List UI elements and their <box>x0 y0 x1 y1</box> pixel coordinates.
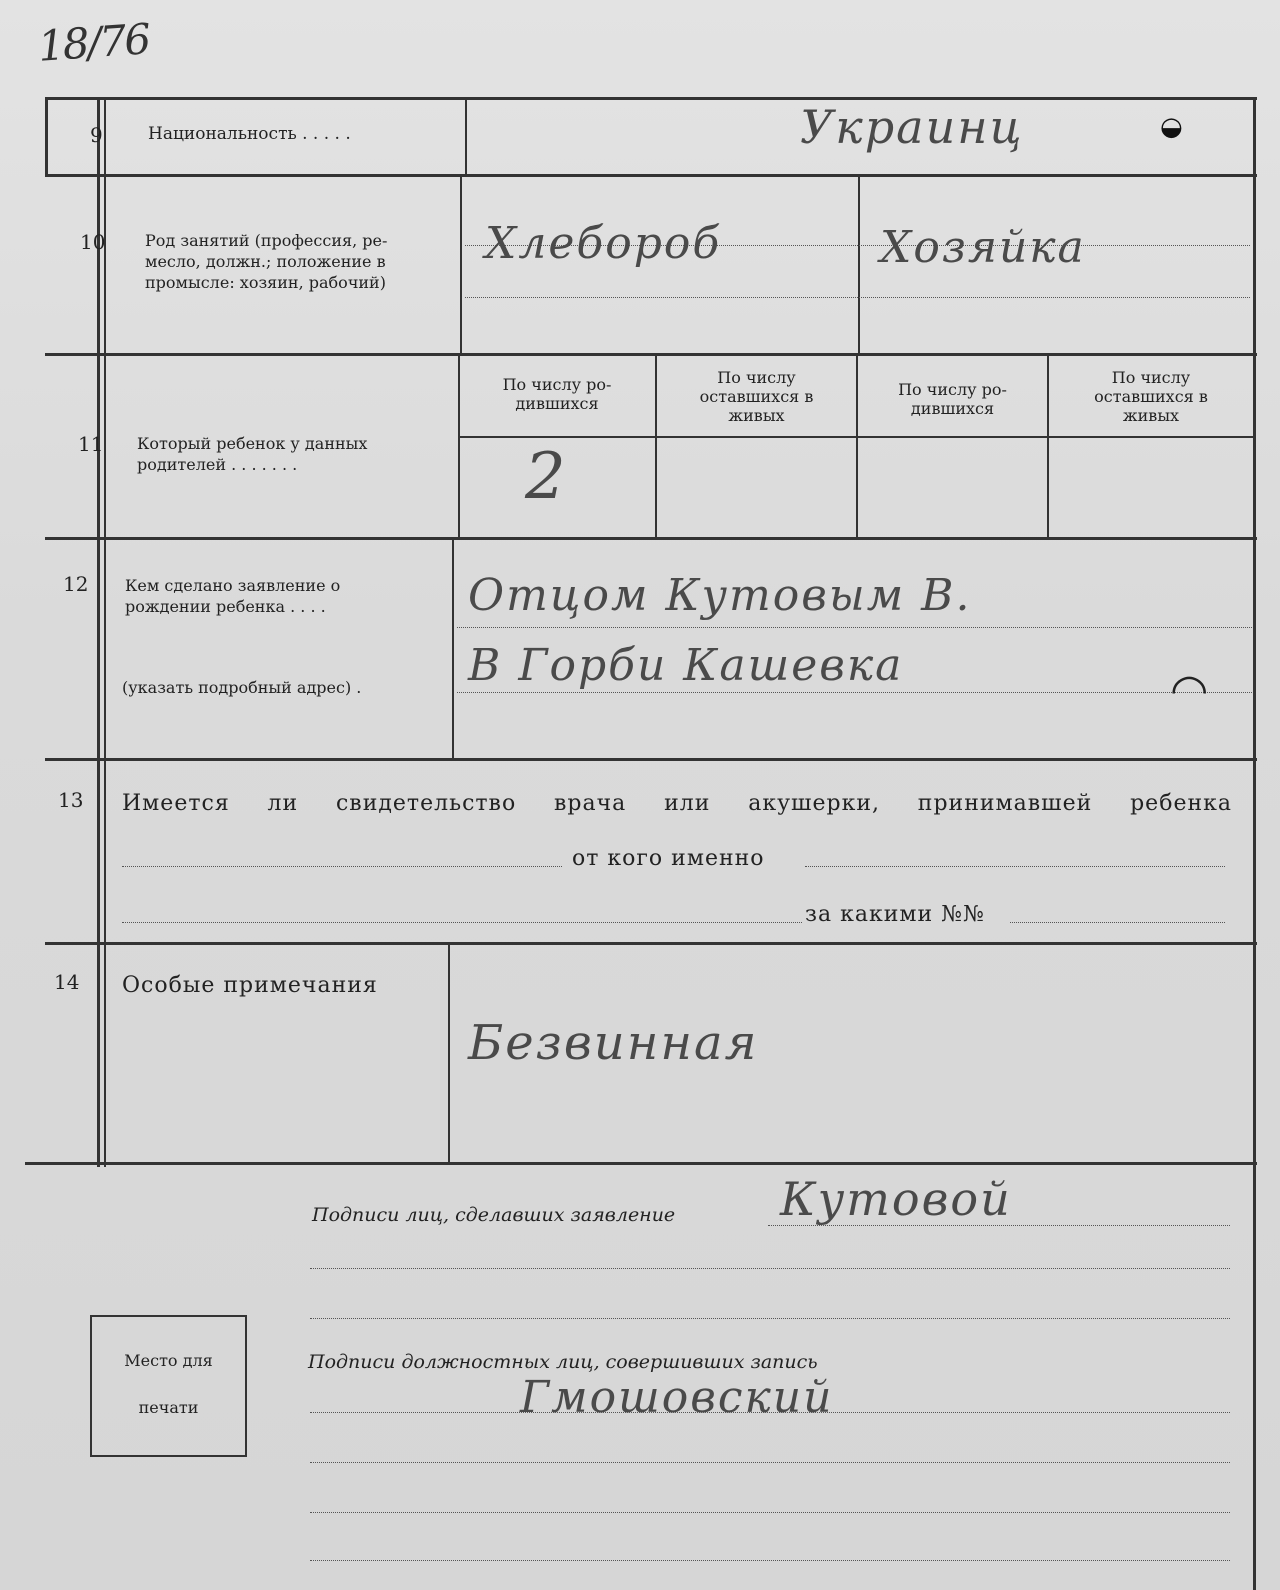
row-11-header-living-father: По числу оставшихся в живых <box>699 368 814 425</box>
applicants-signature-value: Кутовой <box>780 1172 1012 1226</box>
officials-dotline-4 <box>310 1560 1230 1561</box>
row-13-number: 13 <box>58 788 84 812</box>
row-13-dotline-1 <box>122 866 562 867</box>
row-12-number: 12 <box>63 572 89 596</box>
applicants-dotline-2 <box>310 1268 1230 1269</box>
table-left-border <box>45 97 48 177</box>
row-14-value: Безвинная <box>468 1015 759 1071</box>
row-11-subheader-line <box>460 436 1255 438</box>
row-11-header-born-mother: По числу ро- дившихся <box>898 380 1007 418</box>
officials-signature-value: Гмошовский <box>520 1372 834 1423</box>
row-11-bottom <box>45 537 1257 540</box>
officials-dotline-2 <box>310 1462 1230 1463</box>
row-9-label: Национальность . . . . . <box>148 124 351 144</box>
number-column-border <box>97 97 100 1167</box>
row-11-label: Который ребенок у данных родителей . . . . . . . <box>137 434 368 474</box>
row-11-number: 11 <box>78 432 104 456</box>
row-12-dotline-1 <box>457 627 1252 628</box>
hole-punch-mark: ◒ <box>1160 112 1183 142</box>
row-11-divider-3 <box>856 353 858 538</box>
archive-number: 18/76 <box>36 14 151 71</box>
row-10-number: 10 <box>80 230 106 254</box>
applicants-signature-label: Подписи лиц, сделавших заявление <box>312 1204 676 1226</box>
officials-dotline-1 <box>310 1412 1230 1413</box>
stamp-place-line2: печати <box>138 1398 199 1417</box>
row-11-divider-4 <box>1047 353 1049 538</box>
row-12-value-line2: В Горби Кашевка <box>468 640 904 691</box>
row-13-dotline-3 <box>122 922 802 923</box>
row-13-dotline-4 <box>1010 922 1225 923</box>
row-13-text: Имеется ли свидетельство врача или акушерки, принимавшей ребенка <box>122 791 1232 816</box>
applicants-dotline-1 <box>768 1225 1230 1226</box>
row-14-bottom <box>25 1162 1257 1165</box>
row-10-bottom <box>45 353 1257 356</box>
row-11-divider-2 <box>655 353 657 538</box>
row-10-value-father: Хлебороб <box>485 218 722 269</box>
stamp-place-box <box>90 1315 247 1457</box>
row-9-number: 9 <box>90 123 103 147</box>
row-12-label: Кем сделано заявление о рождении ребенка . . . . <box>125 576 341 616</box>
row-9-value: Украинц <box>800 100 1024 154</box>
officials-dotline-3 <box>310 1512 1230 1513</box>
row-13-numbers: за какими №№ <box>805 902 985 927</box>
hole-punch-mark: ◠ <box>1170 665 1209 716</box>
row-12-bottom <box>45 758 1257 761</box>
row-14-label: Особые примечания <box>122 973 378 998</box>
row-12-value-line1: Отцом Кутовым В. <box>468 570 972 621</box>
row-13-bottom <box>45 942 1257 945</box>
row-11-header-living-mother: По числу оставшихся в живых <box>1094 368 1208 425</box>
row-12-address-label: (указать подробный адрес) . <box>122 678 362 697</box>
row-9-divider <box>465 97 467 175</box>
row-13-dotline-2 <box>805 866 1225 867</box>
row-12-dotline-2 <box>457 692 1252 693</box>
row-14-divider <box>448 942 450 1162</box>
row-10-label: Род занятий (профессия, ре- месло, должн.; положение в промысле: хозяин, рабочий) <box>145 231 388 292</box>
row-13-from-whom: от кого именно <box>572 846 765 871</box>
row-11-value: 2 <box>525 440 568 514</box>
number-column-border-inner <box>104 97 106 1167</box>
table-top-border <box>45 97 1257 100</box>
row-10-value-mother: Хозяйка <box>880 222 1086 273</box>
row-9-bottom <box>45 174 1257 177</box>
row-10-divider <box>460 174 462 354</box>
stamp-place-line1: Место для <box>124 1351 213 1370</box>
row-10-mid-divider <box>858 174 860 354</box>
row-11-header-born-father: По числу ро- дившихся <box>502 375 612 413</box>
row-10-dotline-2 <box>465 297 1250 298</box>
table-right-border <box>1253 97 1256 1590</box>
applicants-dotline-3 <box>310 1318 1230 1319</box>
row-12-divider <box>452 537 454 759</box>
row-14-number: 14 <box>54 970 80 994</box>
row-11-divider <box>458 353 460 538</box>
officials-signature-label: Подписи должностных лиц, совершивших запись <box>308 1351 818 1373</box>
